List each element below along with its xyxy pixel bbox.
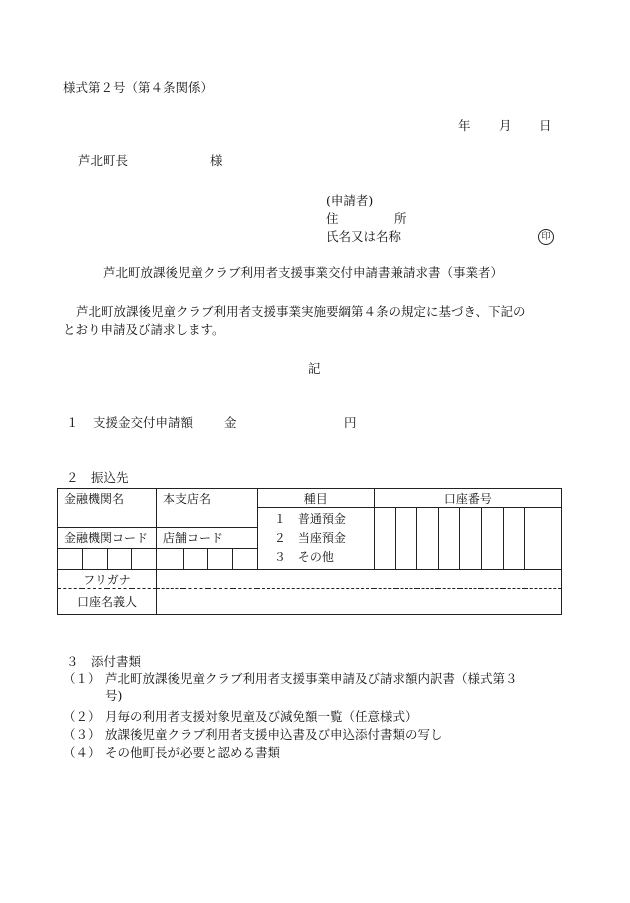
bank-code-digit-2 xyxy=(82,549,107,570)
bank-account-table xyxy=(57,488,562,615)
form-number: 様式第２号（第４条関係） xyxy=(63,80,214,95)
address-label-2: 所 xyxy=(394,211,407,226)
attachment-1-cont: 号) xyxy=(105,688,123,703)
account-digit-8 xyxy=(525,508,562,570)
section3-label: 添付書類 xyxy=(91,654,142,669)
account-digit-3 xyxy=(417,508,439,570)
furigana-field xyxy=(157,570,562,589)
applicant-label: (申請者) xyxy=(326,193,374,208)
branch-code-digit-4 xyxy=(233,549,258,570)
bank-code-digit-1 xyxy=(58,549,83,570)
attachment-4-num: （４） xyxy=(63,745,101,760)
date-month: 月 xyxy=(499,118,512,133)
account-digit-7 xyxy=(503,508,525,570)
account-number-header: 口座番号 xyxy=(374,489,561,508)
branch-code-digit-1 xyxy=(157,549,184,570)
addressee-name: 芦北町長 xyxy=(78,153,129,168)
body-line-1: 芦北町放課後児童クラブ利用者支援事業実施要綱第４条の規定に基づき、下記の xyxy=(76,304,526,319)
document-title: 芦北町放課後児童クラブ利用者支援事業交付申請書兼請求書（事業者） xyxy=(103,265,504,280)
section3-number: ３ xyxy=(66,654,79,669)
type-option-other: ３ その他 xyxy=(273,550,334,564)
section1-number: １ xyxy=(66,415,79,430)
bank-code-digit-4 xyxy=(132,549,157,570)
attachment-2-text: 月毎の利用者支援対象児童及び減免額一覧（任意様式） xyxy=(105,709,418,724)
seal-icon: 印 xyxy=(538,229,554,245)
section1-label: 支援金交付申請額 xyxy=(93,415,194,430)
account-digit-5 xyxy=(460,508,482,570)
body-line-2: とおり申請及び請求します。 xyxy=(63,322,225,337)
type-header: 種目 xyxy=(257,489,374,508)
bank-name-label: 金融機関名 xyxy=(64,492,125,506)
attachment-4-text: その他町長が必要と認める書類 xyxy=(105,745,281,760)
section1-kin: 金 xyxy=(224,415,237,430)
branch-name-label: 本支店名 xyxy=(163,492,212,506)
branch-code-digit-3 xyxy=(208,549,233,570)
section2-number: ２ xyxy=(66,470,79,485)
date-day: 日 xyxy=(539,118,552,133)
type-option-current: ２ 当座預金 xyxy=(273,531,346,545)
section1-yen: 円 xyxy=(344,415,357,430)
attachment-3-text: 放課後児童クラブ利用者支援申込書及び申込添付書類の写し xyxy=(105,727,443,742)
bank-name-cell xyxy=(58,489,157,528)
branch-code-label: 店舗コード xyxy=(157,527,258,549)
account-holder-field xyxy=(157,589,562,615)
account-digit-1 xyxy=(374,508,396,570)
name-label: 氏名又は名称 xyxy=(326,229,402,244)
attachment-2-num: （２） xyxy=(63,709,101,724)
branch-code-digit-2 xyxy=(183,549,208,570)
account-digit-4 xyxy=(438,508,460,570)
section2-label: 振込先 xyxy=(91,470,129,485)
account-digit-2 xyxy=(396,508,417,570)
account-type-options xyxy=(257,508,374,570)
attachment-1-num: （１） xyxy=(63,671,101,686)
bank-code-digit-3 xyxy=(107,549,132,570)
attachment-1-text: 芦北町放課後児童クラブ利用者支援事業申請及び請求額内訳書（様式第３ xyxy=(105,671,518,686)
branch-name-cell xyxy=(157,489,258,528)
date-year: 年 xyxy=(458,118,471,133)
account-holder-label: 口座名義人 xyxy=(58,589,157,615)
addressee-honorific: 様 xyxy=(210,153,223,168)
account-digit-6 xyxy=(481,508,503,570)
furigana-label: フリガナ xyxy=(58,570,157,589)
address-label-1: 住 xyxy=(326,211,339,226)
bank-code-label: 金融機関コード xyxy=(58,527,157,549)
attachment-3-num: （３） xyxy=(63,727,101,742)
ki: 記 xyxy=(308,361,321,376)
type-option-ordinary: １ 普通預金 xyxy=(273,512,346,526)
